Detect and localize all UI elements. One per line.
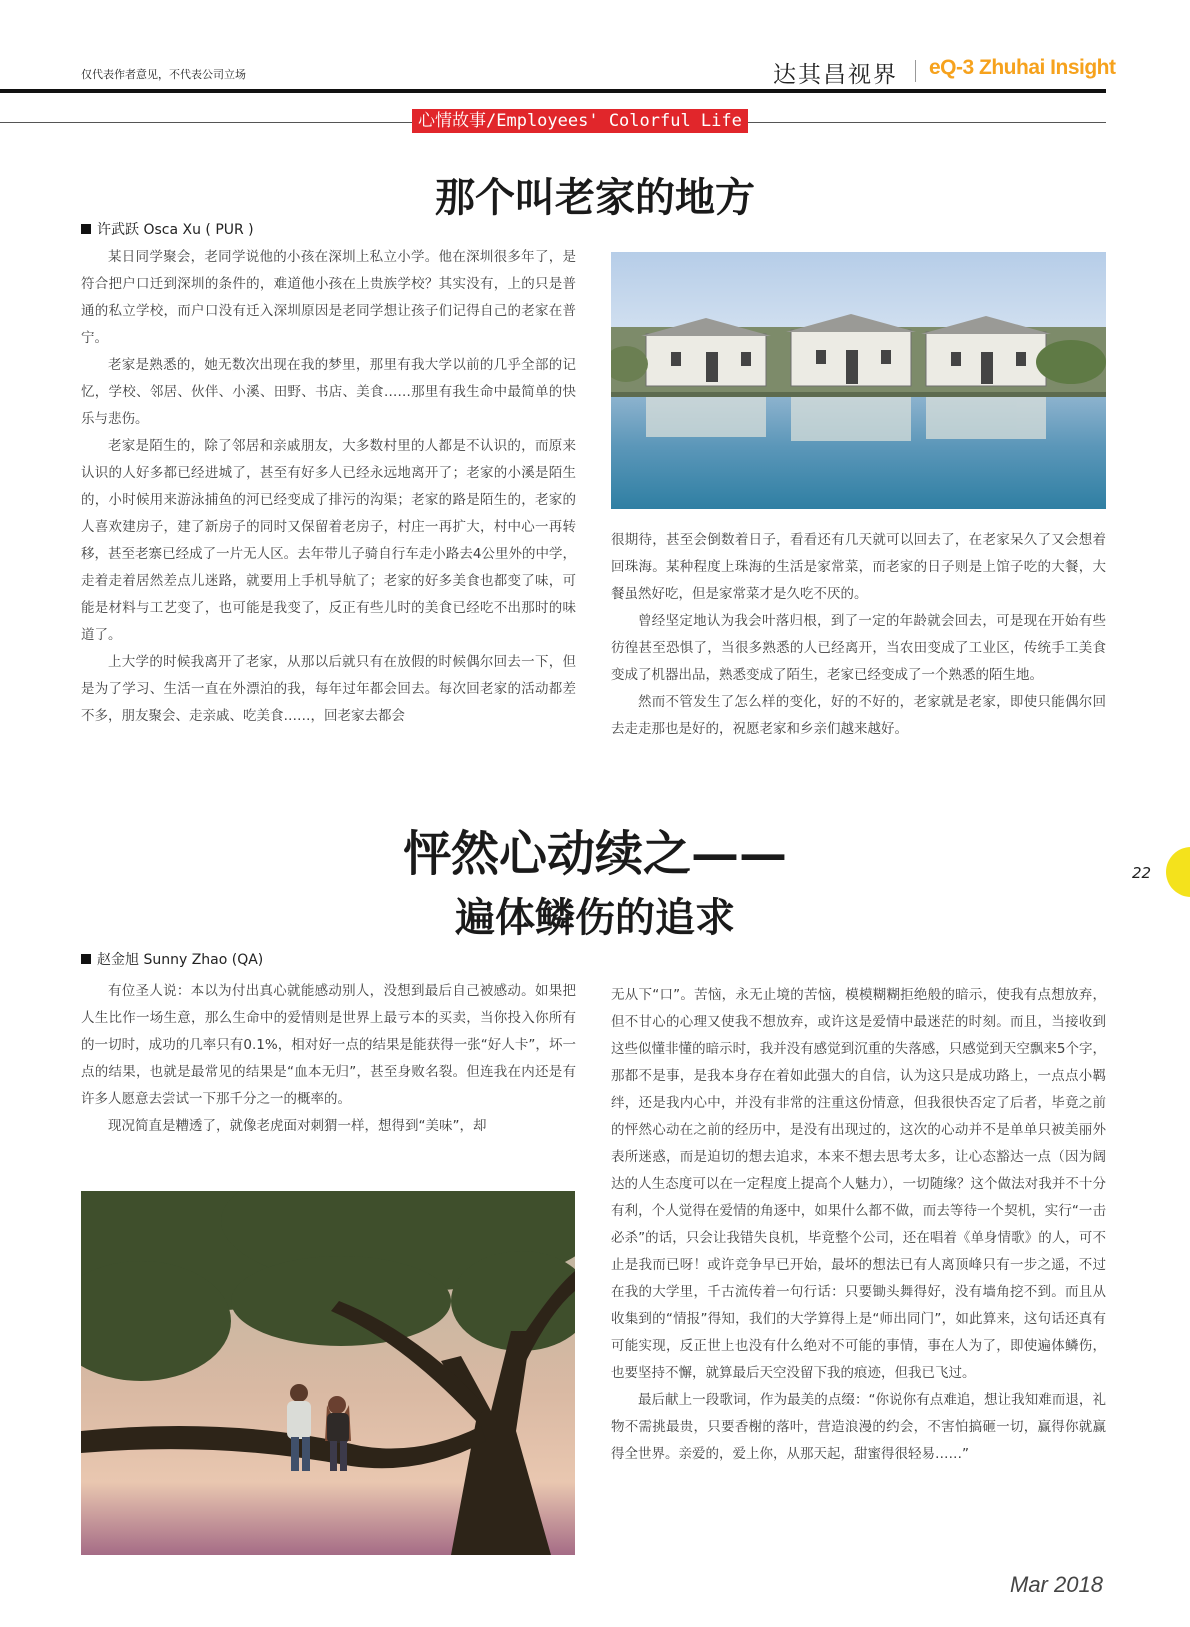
village-reflection-image — [611, 252, 1106, 509]
article2-author: 赵金旭 Sunny Zhao (QA) — [97, 952, 264, 968]
article1-paragraph: 上大学的时候我离开了老家，从那以后就只有在放假的时候偶尔回去一下，但是为了学习、生活一直在外漂泊的我，每年过年都会回去。每次回老家的活动都差不多，朋友聚会、走亲戚、吃美食……，回老家去都会 — [81, 654, 576, 724]
article2-title: 怦然心动续之—— — [402, 826, 787, 882]
article2-paragraph: 现况简直是糟透了，就像老虎面对刺猬一样，想得到“美味”，却 — [108, 1118, 487, 1134]
byline-square-icon — [81, 954, 91, 964]
article2-paragraph: 最后献上一段歌词，作为最美的点缀：“你说你有点难追，想让我知难而退，礼物不需挑最贵，只要香榭的落叶，营造浪漫的约会，不害怕搞砸一切，赢得你就赢得全世界。亲爱的，爱上你，从那天起，甜蜜得很轻易……” — [611, 1392, 1106, 1462]
article1-paragraph: 老家是陌生的，除了邻居和亲戚朋友，大多数村里的人都是不认识的，而原来认识的人好多都已经进城了，甚至有好多人已经永远地离开了；老家的小溪是陌生的，小时候用来游泳捕鱼的河已经变成了排污的沟渠；老家的路是陌生的，老家的人喜欢建房子，建了新房子的同时又保留着老房子，村庄一再扩大，村中心一再转移，甚至老寨已经成了一片无人区。去年带儿子骑自行车走小路去4公里外的中学，走着走着居然差点儿迷路，就要用上手机导航了；老家的好多美食也都变了味，可能是材料与工艺变了，也可能是我变了，反正有些儿时的美食已经吃不出那时的味道了。 — [81, 438, 576, 643]
article1-paragraph: 曾经坚定地认为我会叶落归根，到了一定的年龄就会回去，可是现在开始有些彷徨甚至恐惧了，当很多熟悉的人已经离开，当农田变成了工业区，传统手工美食变成了机器出品，熟悉变成了陌生，老家已经变成了一个熟悉的陌生地。 — [611, 613, 1106, 683]
section-tag: 心情故事/Employees' Colorful Life — [412, 109, 748, 133]
article2-paragraph: 无从下“口”。苦恼，永无止境的苦恼，模模糊糊拒绝般的暗示，使我有点想放弃，但不甘心的心理又使我不想放弃，或许这是爱情中最迷茫的时刻。而且，当接收到这些似懂非懂的暗示时，我并没有感觉到沉重的失落感，只感觉到天空飘来5个字，那都不是事，是我本身存在着如此强大的自信，认为这只是成功路上，一点点小羁绊，还是我内心中，并没有非常的注重这份情意，但我很快否定了后者，毕竟之前的怦然心动在之前的经历中，是没有出现过的，这次的心动并不是单单只被美丽外表所迷惑，而是迫切的想去追求，本来不想去思考太多，让心态豁达一点（因为阔达的人生态度可以在一定程度上提高个人魅力），一切随缘？这个做法对我并不十分有利，个人觉得在爱情的角逐中，如果什么都不做，而去等待一个契机，实行“一击必杀”的话，只会让我错失良机，毕竟整个公司，还在唱着《单身情歌》的人，可不止是我而已呀！或许竞争早已开始，最坏的想法已有人离顶峰只有一步之遥，不过在我的大学里，千古流传着一句行话：只要锄头舞得好，没有墙角挖不到。而且从收集到的“情报”得知，我们的大学算得上是“师出同门”，如此算来，这句话还真有可能实现，反正世上也没有什么绝对不可能的事情，事在人为了，即使遍体鳞伤，也要坚持不懈，就算最后天空没留下我的痕迹，但我已飞过。 — [611, 987, 1106, 1381]
article2-subtitle: 遍体鳞伤的追求 — [455, 894, 735, 941]
brand-divider — [915, 60, 916, 82]
article1-title: 那个叫老家的地方 — [435, 174, 755, 221]
page-number: 22 — [1132, 864, 1152, 882]
article1-left-column — [81, 244, 576, 730]
article2-byline — [81, 949, 263, 969]
couple-on-tree-photo — [81, 1191, 575, 1555]
couple-on-tree-image — [81, 1191, 575, 1555]
article1-right-column — [611, 527, 1106, 743]
village-reflection-photo — [611, 252, 1106, 509]
article2-paragraph: 有位圣人说：本以为付出真心就能感动别人，没想到最后自己被感动。如果把人生比作一场生意，那么生命中的爱情则是世界上最亏本的买卖，当你投入你所有的一切时，成功的几率只有0.1%，相对好一点的结果是能获得一张“好人卡”，坏一点的结果，也就是最常见的结果是“血本无归”，甚至身败名裂。但连我在内还是有许多人愿意去尝试一下那千分之一的概率的。 — [81, 983, 576, 1107]
header-rule — [0, 89, 1106, 93]
article2-right-column — [611, 982, 1106, 1468]
brand-name-cn: 达其昌视界 — [773, 62, 898, 88]
byline-square-icon — [81, 224, 91, 234]
article2-left-column — [81, 978, 576, 1140]
brand-name-en: eQ-3 Zhuhai Insight — [929, 56, 1116, 79]
disclaimer: 仅代表作者意见，不代表公司立场 — [81, 68, 246, 81]
article1-paragraph: 老家是熟悉的，她无数次出现在我的梦里，那里有我大学以前的几乎全部的记忆，学校、邻居、伙伴、小溪、田野、书店、美食……那里有我生命中最简单的快乐与悲伤。 — [81, 357, 576, 427]
article1-paragraph: 某日同学聚会，老同学说他的小孩在深圳上私立小学。他在深圳很多年了，是符合把户口迁到深圳的条件的，难道他小孩在上贵族学校？其实没有，上的只是普通的私立学校，而户口没有迁入深圳原因是老同学想让孩子们记得自己的老家在普宁。 — [81, 249, 576, 346]
article1-paragraph: 很期待，甚至会倒数着日子，看看还有几天就可以回去了，在老家呆久了又会想着回珠海。某种程度上珠海的生活是家常菜，而老家的日子则是上馆子吃的大餐，大餐虽然好吃，但是家常菜才是久吃不厌的。 — [611, 532, 1106, 602]
issue-date: Mar 2018 — [1010, 1572, 1103, 1597]
article1-paragraph: 然而不管发生了怎么样的变化，好的不好的，老家就是老家，即使只能偶尔回去走走那也是好的，祝愿老家和乡亲们越来越好。 — [611, 694, 1106, 737]
article1-author: 许武跃 Osca Xu ( PUR ) — [97, 222, 254, 238]
article1-byline — [81, 219, 254, 239]
